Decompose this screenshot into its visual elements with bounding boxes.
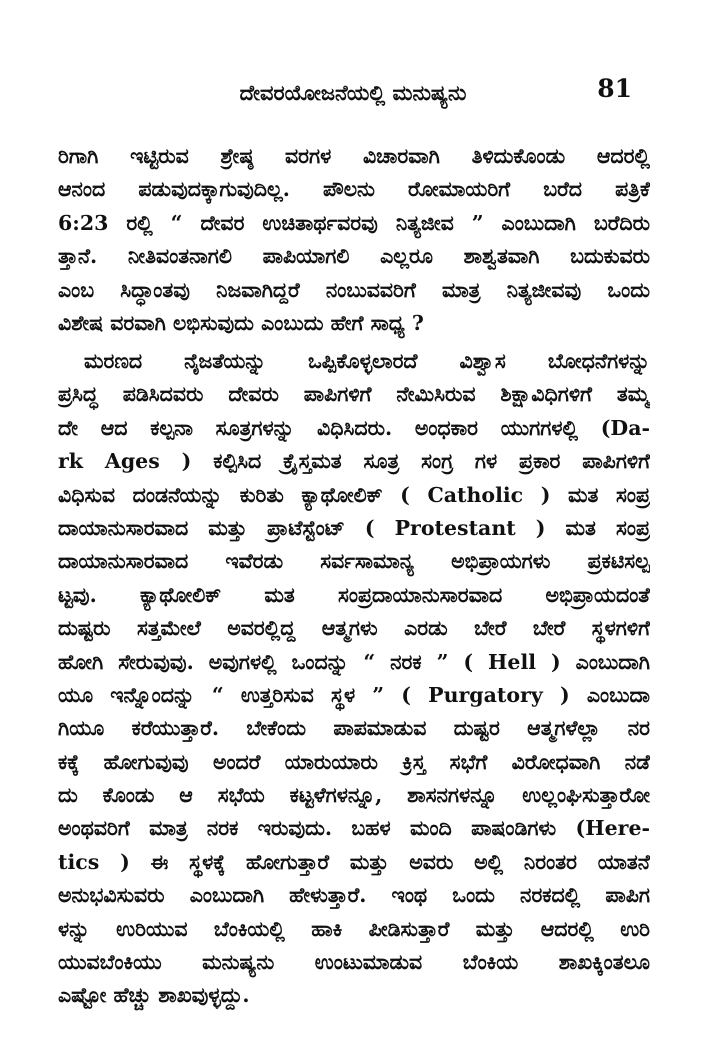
text-line: ಯೂ ಇನ್ನೊಂದನ್ನು “ ಉತ್ತರಿಸುವ ಸ್ಥಳ ” ( Purgatory ) ಎಂಬುದಾ — [58, 682, 650, 707]
text-line: ದಾಯಾನುಸಾರವಾದ ಮತ್ತು ಪ್ರಾಟೆಸ್ಟೆಂಟ್ ( Protestant ) ಮತ ಸಂಪ್ರ — [58, 515, 650, 540]
text-line: ಆನಂದ ಪಡುವುದಕ್ಕಾಗುವುದಿಲ್ಲ. ಪೌಲನು ರೋಮಾಯರಿಗೆ ಬರೆದ ಪತ್ರಿಕೆ — [58, 177, 650, 202]
text-line: ಎಷ್ಟೋ ಹೆಚ್ಚು ಶಾಖವುಳ್ಳದ್ದು. — [58, 983, 250, 1008]
paragraph-2 — [58, 345, 650, 1013]
running-head — [60, 74, 646, 114]
text-line: 6:23 ರಲ್ಲಿ “ ದೇವರ ಉಚಿತಾರ್ಥವರವು ನಿತ್ಯಜೀವ ” ಎಂಬುದಾಗಿ ಬರೆದಿರು — [58, 210, 650, 235]
paragraph-1 — [58, 140, 650, 340]
text-line: ವಿಧಿಸುವ ದಂಡನೆಯನ್ನು ಕುರಿತು ಕ್ಯಾಥೋಲಿಕ್ ( Catholic ) ಮತ ಸಂಪ್ರ — [58, 482, 650, 507]
text-line: ರಿಗಾಗಿ ಇಟ್ಟಿರುವ ಶ್ರೇಷ್ಠ ವರಗಳ ವಿಚಾರವಾಗಿ ತಿಳಿದುಕೊಂಡು ಆದರಲ್ಲಿ — [58, 144, 650, 168]
text-line: ಅನುಭವಿಸುವರು ಎಂಬುದಾಗಿ ಹೇಳುತ್ತಾರೆ. ಇಂಥ ಒಂದು ನರಕದಲ್ಲಿ ಪಾಪಿಗ — [58, 883, 650, 908]
page-number: 81 — [597, 74, 632, 103]
text-line: ಮರಣದ ನೈಜತೆಯನ್ನು ಒಪ್ಪಿಕೊಳ್ಳಲಾರದೆ ವಿಶ್ವಾಸ ಬೋಧನೆಗಳನ್ನು — [84, 349, 650, 373]
text-line: ಅಂಥವರಿಗೆ ಮಾತ್ರ ನರಕ ಇರುವುದು. ಬಹಳ ಮಂದಿ ಪಾಷಂಡಿಗಳು (Here- — [58, 816, 650, 841]
text-line: ದಾಯಾನುಸಾರವಾದ ಇವೆರಡು ಸರ್ವಸಾಮಾನ್ಯ ಅಭಿಪ್ರಾಯಗಳು ಪ್ರಕಟಿಸಲ್ಪ — [58, 549, 650, 574]
text-line: ತ್ತಾನೆ. ನೀತಿವಂತನಾಗಲಿ ಪಾಪಿಯಾಗಲಿ ಎಲ್ಲರೂ ಶಾಶ್ವತವಾಗಿ ಬದುಕುವರು — [58, 244, 650, 269]
text-line: ಳನ್ನು ಉರಿಯುವ ಬೆಂಕಿಯಲ್ಲಿ ಹಾಕಿ ಪೀಡಿಸುತ್ತಾರೆ ಮತ್ತು ಆದರಲ್ಲಿ ಉರಿ — [58, 916, 650, 941]
text-line: ಗಿಯೂ ಕರೆಯುತ್ತಾರೆ. ಬೇಕೆಂದು ಪಾಪಮಾಡುವ ದುಷ್ಟರ ಆತ್ಮಗಳೆಲ್ಲಾ ನರ — [58, 716, 650, 741]
text-line: ದೇ ಆದ ಕಲ್ಪನಾ ಸೂತ್ರಗಳನ್ನು ವಿಧಿಸಿದರು. ಅಂಧಕಾರ ಯುಗಗಳಲ್ಲಿ (Da- — [58, 415, 650, 440]
text-line: ಹೋಗಿ ಸೇರುವುವು. ಅವುಗಳಲ್ಲಿ ಒಂದನ್ನು “ ನರಕ ” ( Hell ) ಎಂಬುದಾಗಿ — [58, 649, 650, 674]
text-line: ದು ಕೊಂಡು ಆ ಸಭೆಯ ಕಟ್ಟಳೆಗಳನ್ನೂ, ಶಾಸನಗಳನ್ನೂ ಉಲ್ಲಂಘಿಸುತ್ತಾರೋ — [58, 783, 650, 808]
text-line: rk Ages ) ಕಲ್ಪಿಸಿದ ಕ್ರೈಸ್ತಮತ ಸೂತ್ರ ಸಂಗ್ರ ಗಳ ಪ್ರಕಾರ ಪಾಪಿಗಳಿಗೆ — [58, 449, 650, 474]
text-line: ಯುವಬೆಂಕಿಯು ಮನುಷ್ಯನು ಉಂಟುಮಾಡುವ ಬೆಂಕಿಯ ಶಾಖಕ್ಕಿಂತಲೂ — [58, 950, 650, 975]
text-line: ದುಷ್ಟರು ಸತ್ತಮೇಲೆ ಅವರಲ್ಲಿದ್ದ ಆತ್ಮಗಳು ಎರಡು ಬೇರೆ ಬೇರೆ ಸ್ಥಳಗಳಿಗೆ — [58, 616, 650, 641]
text-line: ಪ್ರಸಿದ್ಧ ಪಡಿಸಿದವರು ದೇವರು ಪಾಪಿಗಳಿಗೆ ನೇಮಿಸಿರುವ ಶಿಕ್ಷಾವಿಧಿಗಳಿಗೆ ತಮ್ಮ — [58, 382, 650, 407]
text-line: tics ) ಈ ಸ್ಥಳಕ್ಕೆ ಹೋಗುತ್ತಾರೆ ಮತ್ತು ಅವರು ಅಲ್ಲಿ ನಿರಂತರ ಯಾತನೆ — [58, 849, 650, 874]
text-line: ಎಂಬ ಸಿದ್ಧಾಂತವು ನಿಜವಾಗಿದ್ದರೆ ನಂಬುವವರಿಗೆ ಮಾತ್ರ ನಿತ್ಯಜೀವವು ಒಂದು — [58, 277, 650, 302]
text-line: ವಿಶೇಷ ವರವಾಗಿ ಲಭಿಸುವುದು ಎಂಬುದು ಹೇಗೆ ಸಾಧ್ಯ ? — [58, 310, 424, 335]
running-title: ದೇವರಯೋಜನೆಯಲ್ಲಿ ಮನುಷ್ಯನು — [239, 80, 467, 105]
text-line: ಟ್ಟವು. ಕ್ಯಾಥೋಲಿಕ್ ಮತ ಸಂಪ್ರದಾಯಾನುಸಾರವಾದ ಅಭಿಪ್ರಾಯದಂತೆ — [58, 582, 650, 607]
text-line: ಕಕ್ಕೆ ಹೋಗುವುವು ಅಂದರೆ ಯಾರುಯಾರು ಕ್ರಿಸ್ತ ಸಭೆಗೆ ವಿರೋಧವಾಗಿ ನಡೆ — [58, 749, 650, 774]
